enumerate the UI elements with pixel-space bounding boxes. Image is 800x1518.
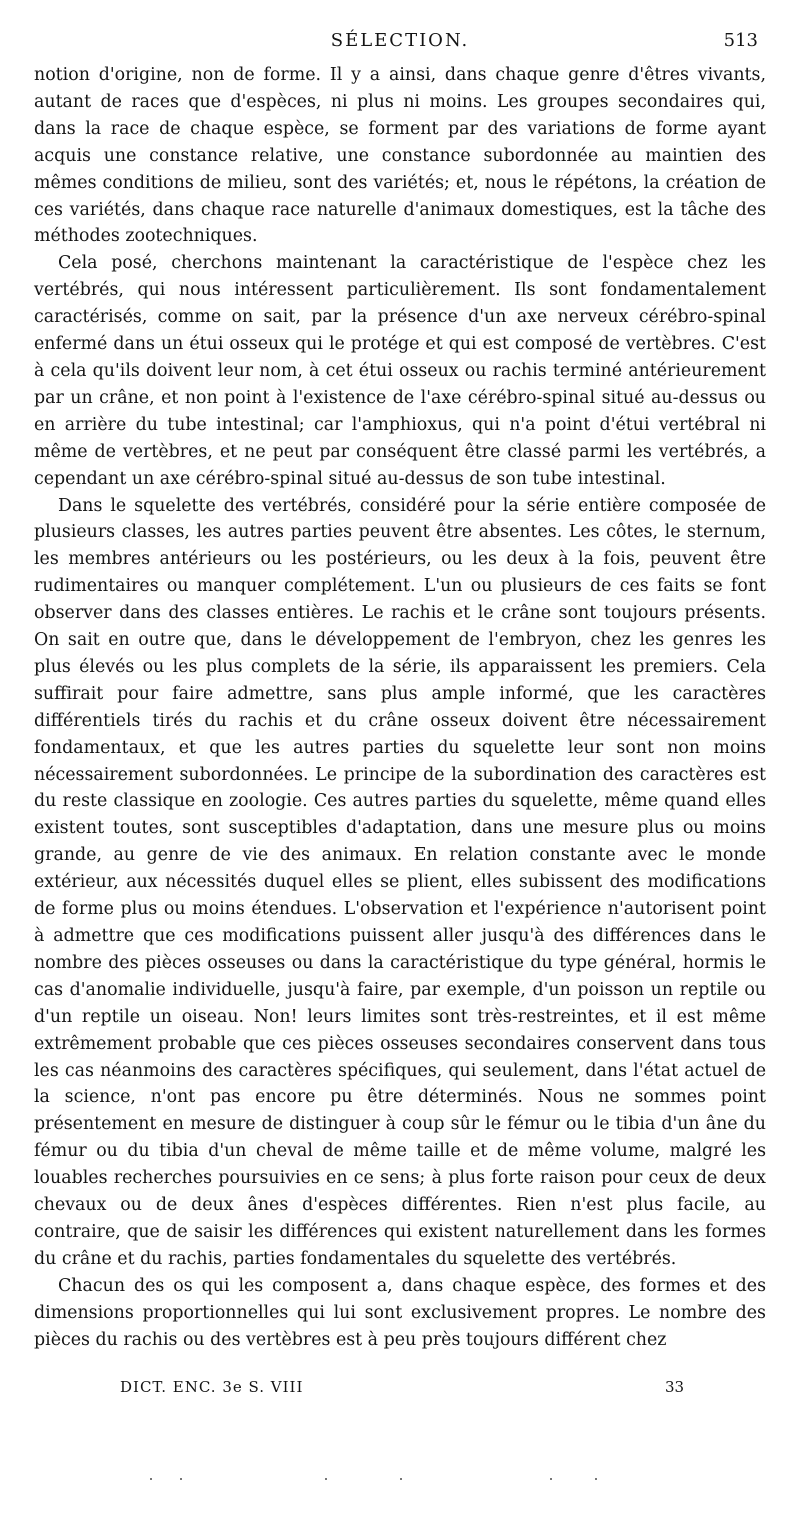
page-number: 513 [723, 30, 758, 51]
paragraph-2: Cela posé, cherchons maintenant la caractéristique de l'espèce chez les vertébrés, qui nous intéressent particulièrement. Ils sont fondamentalement caractérisés, comme on sait, par la présence d'un axe nerveux cérébro-spinal enfermé dans un étui osseux qui le protége et qui est composé de vertèbres. C'est à cela qu'ils doivent leur nom, à cet étui osseux ou rachis terminé antérieurement par un crâne, et non point à l'existence de l'axe cérébro-spinal situé au-dessus ou en arrière du tube intestinal; car l'amphioxus, qui n'a point d'étui vertébral ni même de vertèbres, et ne peut par conséquent être classé parmi les vertébrés, a cependant un axe cérébro-spinal situé au-dessus de son tube intestinal. [34, 253, 766, 489]
paragraph-3: Dans le squelette des vertébrés, considéré pour la série entière composée de plusieurs classes, les autres parties peuvent être absentes. Les côtes, le sternum, les membres antérieurs ou les postérieurs, ou les deux à la fois, peuvent être rudimentaires ou manquer complétement. L'un ou plusieurs de ces faits se font observer dans des classes entières. Le rachis et le crâne sont toujours présents. On sait en outre que, dans le développement de l'embryon, chez les genres les plus élevés ou les plus complets de la série, ils apparaissent les premiers. Cela suffirait pour faire admettre, sans plus ample informé, que les caractères différentiels tirés du rachis et du crâne osseux doivent être nécessairement fondamentaux, et que les autres parties du squelette leur sont non moins nécessairement subordonnées. Le principe de la subordination des caractères est du reste classique en zoologie. Ces autres parties du squelette, même quand elles existent toutes, sont susceptibles d'adaptation, dans une mesure plus ou moins grande, au genre de vie des animaux. En relation constante avec le monde extérieur, aux nécessités duquel elles se plient, elles subissent des modifications de forme plus ou moins étendues. L'observation et l'expérience n'autorisent point à admettre que ces modifications puissent aller jusqu'à des différences dans le nombre des pièces osseuses ou dans la caractéristique du type général, hormis le cas d'anomalie individuelle, jusqu'à faire, par exemple, d'un poisson un reptile ou d'un reptile un oiseau. Non! leurs limites sont très-restreintes, et il est même extrêmement probable que ces pièces osseuses secondaires conservent dans tous les cas néanmoins des caractères spécifiques, qui seulement, dans l'état actuel de la science, n'ont pas encore pu être déterminés. Nous ne sommes point présentement en mesure de distinguer à coup sûr le fémur ou le tibia d'un âne du fémur ou du tibia d'un cheval de même taille et de même volume, malgré les louables recherches poursuivies en ce sens; à plus forte raison pour ceux de deux chevaux ou de deux ânes d'espèces différentes. Rien n'est plus facile, au contraire, que de saisir les différences qui existent naturellement dans les formes du crâne et du rachis, parties fondamentales du squelette des vertébrés. [34, 495, 766, 1269]
paragraph-1: notion d'origine, non de forme. Il y a ainsi, dans chaque genre d'êtres vivants, autant de races que d'espèces, ni plus ni moins. Les groupes secondaires qui, dans la race de chaque espèce, se forment par des variations de forme ayant acquis une constance relative, une constance subordonnée au maintien des mêmes conditions de milieu, sont des variétés; et, nous le répétons, la création de ces variétés, dans chaque race naturelle d'animaux domestiques, est la tâche des méthodes zootechniques. [34, 65, 766, 247]
paper-specks [150, 1478, 600, 1482]
page-footer [120, 1378, 685, 1400]
paragraph-4: Chacun des os qui les composent a, dans chaque espèce, des formes et des dimensions proportionnelles qui lui sont exclusivement propres. Le nombre des pièces du rachis ou des vertèbres est à peu près toujours différent chez [34, 1275, 766, 1350]
running-title: SÉLECTION. [330, 30, 470, 51]
sheet-number: 33 [665, 1378, 685, 1396]
signature-mark: DICT. ENC. 3e S. VIII [120, 1378, 304, 1396]
running-head [36, 30, 764, 56]
body-text [34, 62, 766, 1354]
